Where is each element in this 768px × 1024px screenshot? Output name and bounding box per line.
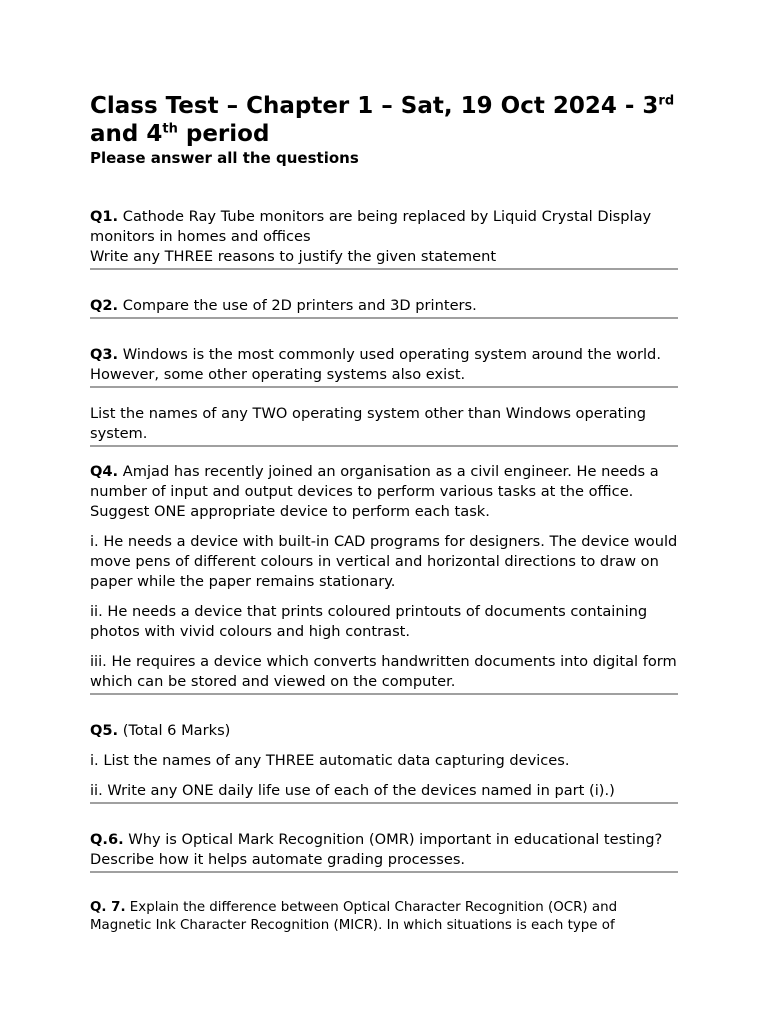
question-part-ii: ii. Write any ONE daily life use of each of the devices named in part (i).) bbox=[90, 782, 615, 799]
question-subtext: Write any THREE reasons to justify the given statement bbox=[90, 248, 497, 265]
question-text: Compare the use of 2D printers and 3D printers. bbox=[118, 297, 477, 314]
document-page bbox=[90, 92, 678, 935]
divider bbox=[90, 693, 678, 695]
divider bbox=[90, 386, 678, 388]
title-superscript-th: th bbox=[162, 121, 178, 137]
question-text: Amjad has recently joined an organisation as a civil engineer. He needs a number of input and output devices to perform various tasks at the office. Suggest ONE appropriate device to perform each task. bbox=[90, 463, 659, 520]
question-4 bbox=[90, 462, 678, 692]
question-label: Q4. bbox=[90, 463, 119, 480]
question-label: Q3. bbox=[90, 346, 119, 363]
question-text: (Total 6 Marks) bbox=[118, 722, 231, 739]
divider bbox=[90, 268, 678, 270]
question-text: Windows is the most commonly used operating system around the world. However, some other operating systems also exist. bbox=[90, 346, 661, 383]
divider bbox=[90, 445, 678, 447]
question-part-iii: iii. He requires a device which converts handwritten documents into digital form which can be stored and viewed on the computer. bbox=[90, 653, 677, 690]
question-part-i: i. He needs a device with built-in CAD programs for designers. The device would move pens of different colours in vertical and horizontal directions to draw on paper while the paper remains stationary. bbox=[90, 533, 678, 590]
question-7 bbox=[90, 899, 678, 935]
title-text: Class Test – Chapter 1 – Sat, 19 Oct 2024 - 3 bbox=[90, 93, 659, 119]
question-5 bbox=[90, 721, 678, 801]
question-6 bbox=[90, 830, 678, 870]
divider bbox=[90, 871, 678, 873]
question-2 bbox=[90, 296, 678, 316]
page-subtitle: Please answer all the questions bbox=[90, 149, 359, 167]
divider bbox=[90, 317, 678, 319]
title-text-2: and 4 bbox=[90, 121, 163, 147]
divider bbox=[90, 802, 678, 804]
title-superscript-rd: rd bbox=[658, 93, 675, 109]
question-label: Q. 7. bbox=[90, 900, 126, 915]
question-text: Explain the difference between Optical Character Recognition (OCR) and Magnetic Ink Character Recognition (MICR). In which situations is each type of bbox=[90, 900, 618, 933]
question-label: Q1. bbox=[90, 208, 119, 225]
question-1 bbox=[90, 207, 678, 267]
question-part-ii: ii. He needs a device that prints coloured printouts of documents containing photos with vivid colours and high contrast. bbox=[90, 603, 648, 640]
page-title bbox=[90, 92, 678, 148]
question-label: Q5. bbox=[90, 722, 119, 739]
question-part-i: i. List the names of any THREE automatic data capturing devices. bbox=[90, 752, 570, 769]
question-3 bbox=[90, 345, 678, 385]
question-text: Cathode Ray Tube monitors are being replaced by Liquid Crystal Display monitors in homes and offices bbox=[90, 208, 652, 245]
question-label: Q2. bbox=[90, 297, 119, 314]
question-3-part bbox=[90, 404, 678, 444]
question-text: Why is Optical Mark Recognition (OMR) important in educational testing? Describe how it helps automate grading processes. bbox=[90, 831, 663, 868]
title-text-3: period bbox=[177, 121, 270, 147]
question-label: Q.6. bbox=[90, 831, 124, 848]
question-subtext: List the names of any TWO operating system other than Windows operating system. bbox=[90, 405, 646, 442]
